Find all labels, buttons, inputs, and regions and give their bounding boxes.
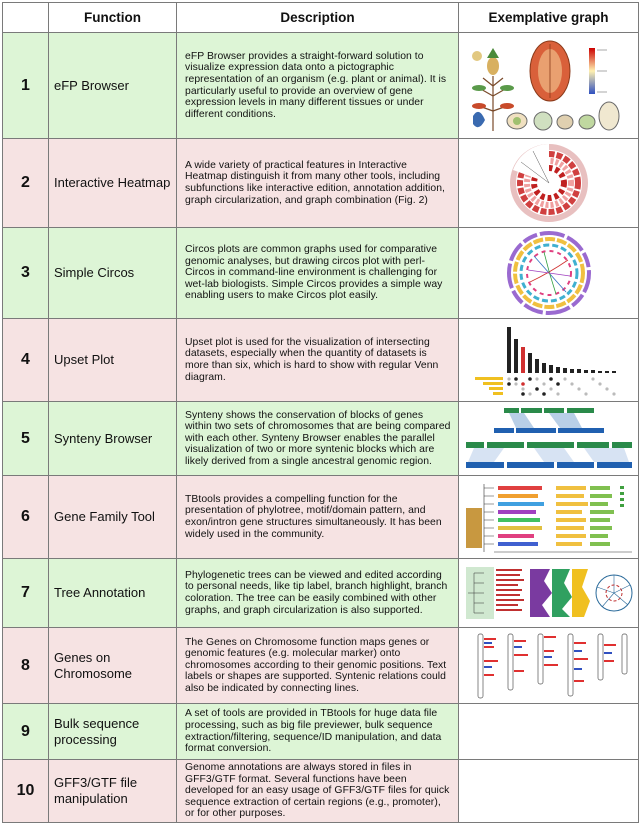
row-number: 5 xyxy=(3,402,49,476)
table-row xyxy=(3,33,639,139)
row-description: eFP Browser provides a straight-forward solution to visualize expression data onto a pictographic representation of an organism (e.g. plant or animal). It is particularly useful to provide an overview of gene expression levels in many different tissues or under different conditions. xyxy=(177,33,459,139)
row-description: A set of tools are provided in TBtools for huge data file processing, such as big file previewer, bulk sequence extraction/filtering, sequence/ID manipulation, and data format conversion. xyxy=(177,704,459,760)
row-function: Gene Family Tool xyxy=(49,476,177,559)
table-row xyxy=(3,760,639,823)
header-row xyxy=(3,3,639,33)
row-number: 4 xyxy=(3,319,49,402)
table-row xyxy=(3,139,639,228)
circular-heatmap-thumbnail xyxy=(489,142,609,224)
row-description: Upset plot is used for the visualization of intersecting datasets, especially when the quantity of datasets is more than six, which is hard to show with regular Venn diagram. xyxy=(177,319,459,402)
row-function: Synteny Browser xyxy=(49,402,177,476)
row-graph xyxy=(459,228,639,319)
row-description: Genome annotations are always stored in files in GFF3/GTF format. Several functions have been developed for an easy usage of GFF3/GTF files for quick sequence extraction of certain regions (e.g., promoter), or for other purposes. xyxy=(177,760,459,823)
row-function: Bulk sequence processing xyxy=(49,704,177,760)
row-graph xyxy=(459,704,639,760)
row-graph xyxy=(459,559,639,628)
row-function: GFF3/GTF file manipulation xyxy=(49,760,177,823)
row-number: 2 xyxy=(3,139,49,228)
header-number xyxy=(3,3,49,33)
row-function: Upset Plot xyxy=(49,319,177,402)
function-table xyxy=(2,2,639,823)
gene-family-thumbnail xyxy=(464,478,634,556)
table-row xyxy=(3,228,639,319)
row-function: Genes on Chromosome xyxy=(49,628,177,704)
row-function: Tree Annotation xyxy=(49,559,177,628)
efp-browser-thumbnail xyxy=(465,36,633,136)
row-number: 3 xyxy=(3,228,49,319)
row-description: Circos plots are common graphs used for comparative genomic analyses, but drawing circos plot with perl-Circos in command-line environment is challenging for wet-lab biologists. Simple Circos provides a simple way enabling users to make Circos plot easily. xyxy=(177,228,459,319)
row-graph xyxy=(459,139,639,228)
circos-plot-thumbnail xyxy=(494,230,604,316)
row-description: A wide variety of practical features in Interactive Heatmap distinguish it from many other tools, including subfunctions like interactive edition, annotation addition, graph circularization, and graph combination (Fig. 2) xyxy=(177,139,459,228)
genes-on-chromosome-thumbnail xyxy=(464,630,634,702)
table-row xyxy=(3,704,639,760)
row-description: Phylogenetic trees can be viewed and edited according to personal needs, like tip label, branch highlight, branch coloration. The tree can be easily combined with other graphs, and graph circularization is also supported. xyxy=(177,559,459,628)
row-graph xyxy=(459,319,639,402)
row-graph xyxy=(459,628,639,704)
row-graph xyxy=(459,760,639,823)
row-number: 1 xyxy=(3,33,49,139)
row-description: Synteny shows the conservation of blocks of genes within two sets of chromosomes that are being compared with each other. Synteny Browser enables the parallel visualization of two or more syntenic blocks which are likely derived from a single ancestral genomic region. xyxy=(177,402,459,476)
row-graph xyxy=(459,33,639,139)
row-graph xyxy=(459,402,639,476)
header-description: Description xyxy=(177,3,459,33)
table-row xyxy=(3,628,639,704)
row-number: 6 xyxy=(3,476,49,559)
row-function: Interactive Heatmap xyxy=(49,139,177,228)
upset-plot-thumbnail xyxy=(465,321,633,399)
synteny-browser-thumbnail xyxy=(464,404,634,474)
row-number: 8 xyxy=(3,628,49,704)
header-function: Function xyxy=(49,3,177,33)
table-row xyxy=(3,319,639,402)
tree-annotation-thumbnail xyxy=(464,561,634,625)
row-number: 7 xyxy=(3,559,49,628)
row-description: TBtools provides a compelling function for the presentation of phylotree, motif/domain pattern, and exon/intron gene structures simultaneously. It has been widely used in the community. xyxy=(177,476,459,559)
table-row xyxy=(3,476,639,559)
row-description: The Genes on Chromosome function maps genes or genomic features (e.g. molecular marker) onto chromosomes according to their genomic positions. Text labels or shapes are supported. Syntenic relations could also be indicated by connecting lines. xyxy=(177,628,459,704)
row-number: 10 xyxy=(3,760,49,823)
row-function: Simple Circos xyxy=(49,228,177,319)
row-function: eFP Browser xyxy=(49,33,177,139)
row-graph xyxy=(459,476,639,559)
header-graph: Exemplative graph xyxy=(459,3,639,33)
table-row xyxy=(3,559,639,628)
row-number: 9 xyxy=(3,704,49,760)
table-row xyxy=(3,402,639,476)
